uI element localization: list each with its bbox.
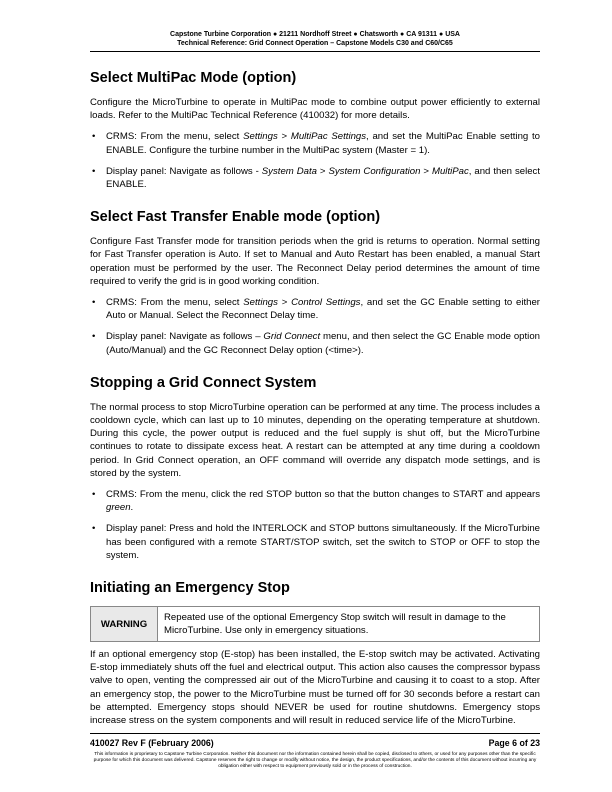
list-item: • CRMS: From the menu, select Settings > MultiPac Settings, and set the MultiPac Enable setting to ENABLE. Configure the turbine number in the MultiPac system (Master = 1). xyxy=(106,130,540,156)
warning-box xyxy=(90,606,540,642)
bullet-list xyxy=(90,130,540,191)
list-item: • CRMS: From the menu, select Settings > Control Settings, and set the GC Enable setting to either Auto or Manual. Select the Reconnect Delay time. xyxy=(106,296,540,322)
section-paragraph: Configure the MicroTurbine to operate in MultiPac mode to combine output power efficiently to external loads. Refer to the MultiPac Technical Reference (410032) for more details. xyxy=(90,97,540,122)
warning-text: Repeated use of the optional Emergency Stop switch will result in damage to the MicroTurbine. Use only in emergency situations. xyxy=(164,612,506,637)
list-item: • Display panel: Navigate as follows - System Data > System Configuration > MultiPac, and then select ENABLE. xyxy=(106,165,540,191)
section-paragraph: Configure Fast Transfer mode for transition periods when the grid is returns to operation. Normal setting for Fast Transfer operation is Auto. If set to Manual and Auto Restart has been enabled, a manual Start operation must be performed by the user. The Reconnect Delay period determines the amount of time required to verify the grid is in good working condition. xyxy=(90,236,540,287)
list-item: • CRMS: From the menu, click the red STOP button so that the button changes to START and appears green. xyxy=(106,488,540,514)
section-paragraph: The normal process to stop MicroTurbine operation can be performed at any time. The process includes a cooldown cycle, which can last up to 10 minutes, depending on the operating temperature at shutdown. During this cycle, the power output is reduced and the fuel supply is shut off, but the MicroTurbine continues to rotate to dissipate excess heat. A restart can be attempted at any time during a cooldown period. In Grid Connect operation, an OFF command will override any dispatch mode settings, and is stored by the system. xyxy=(90,401,540,479)
header-line-2: Technical Reference: Grid Connect Operation – Capstone Models C30 and C60/C65 xyxy=(177,40,453,47)
footer-disclaimer: This information is proprietary to Capstone Turbine Corporation. Neither this document nor the information contained herein shall be copied, disclosed to others, or used for any purposes other than the specific purpose for which this document was delivered. Capstone reserves the right to change or modify without notice, the design, the product specifications, and/or the contents of this document without incurring any obligation either with respect to equipment previously sold or in the process of construction. xyxy=(93,752,537,769)
page-content xyxy=(90,30,540,735)
bullet-list xyxy=(90,296,540,357)
list-item: • Display panel: Navigate as follows – Grid Connect menu, and then select the GC Enable mode option (Auto/Manual) and the GC Reconnect Delay option (<time>). xyxy=(106,330,540,356)
page-footer xyxy=(90,733,540,770)
section-paragraph: If an optional emergency stop (E-stop) has been installed, the E-stop switch may be activated. Activating E-stop immediately shuts off the fuel and electrical output. This action also causes the compressor bypass valve to open, venting the compressed air out of the MicroTurbine and causing it to coast to a stop. After an emergency stop, the power to the MicroTurbine must be turned off for 30 seconds before a restart can be attempted. Emergency stops should NEVER be used for routine shutdowns. Emergency stops increase stress on the system components and will result in reduced service life of the MicroTurbine. xyxy=(90,649,540,727)
page-header xyxy=(90,30,540,48)
header-line-1: Capstone Turbine Corporation ● 21211 Nordhoff Street ● Chatsworth ● CA 91311 ● USA xyxy=(170,31,460,38)
section-title-multipac: Select MultiPac Mode (option) xyxy=(90,70,297,86)
bullet-list xyxy=(90,488,540,562)
warning-label: WARNING xyxy=(91,607,158,641)
section-title-emergency-stop: Initiating an Emergency Stop xyxy=(90,580,290,597)
section-title-fast-transfer: Select Fast Transfer Enable mode (option) xyxy=(90,209,381,226)
list-item: • Display panel: Press and hold the INTERLOCK and STOP buttons simultaneously. If the MicroTurbine has been configured with a remote START/STOP switch, set the switch to STOP or OFF to stop the system. xyxy=(106,522,540,562)
section-title-stopping: Stopping a Grid Connect System xyxy=(90,374,317,391)
footer-divider xyxy=(90,733,540,734)
header-divider xyxy=(90,51,540,52)
page-number: Page 6 of 23 xyxy=(488,738,540,748)
document-number: 410027 Rev F (February 2006) xyxy=(90,738,214,748)
